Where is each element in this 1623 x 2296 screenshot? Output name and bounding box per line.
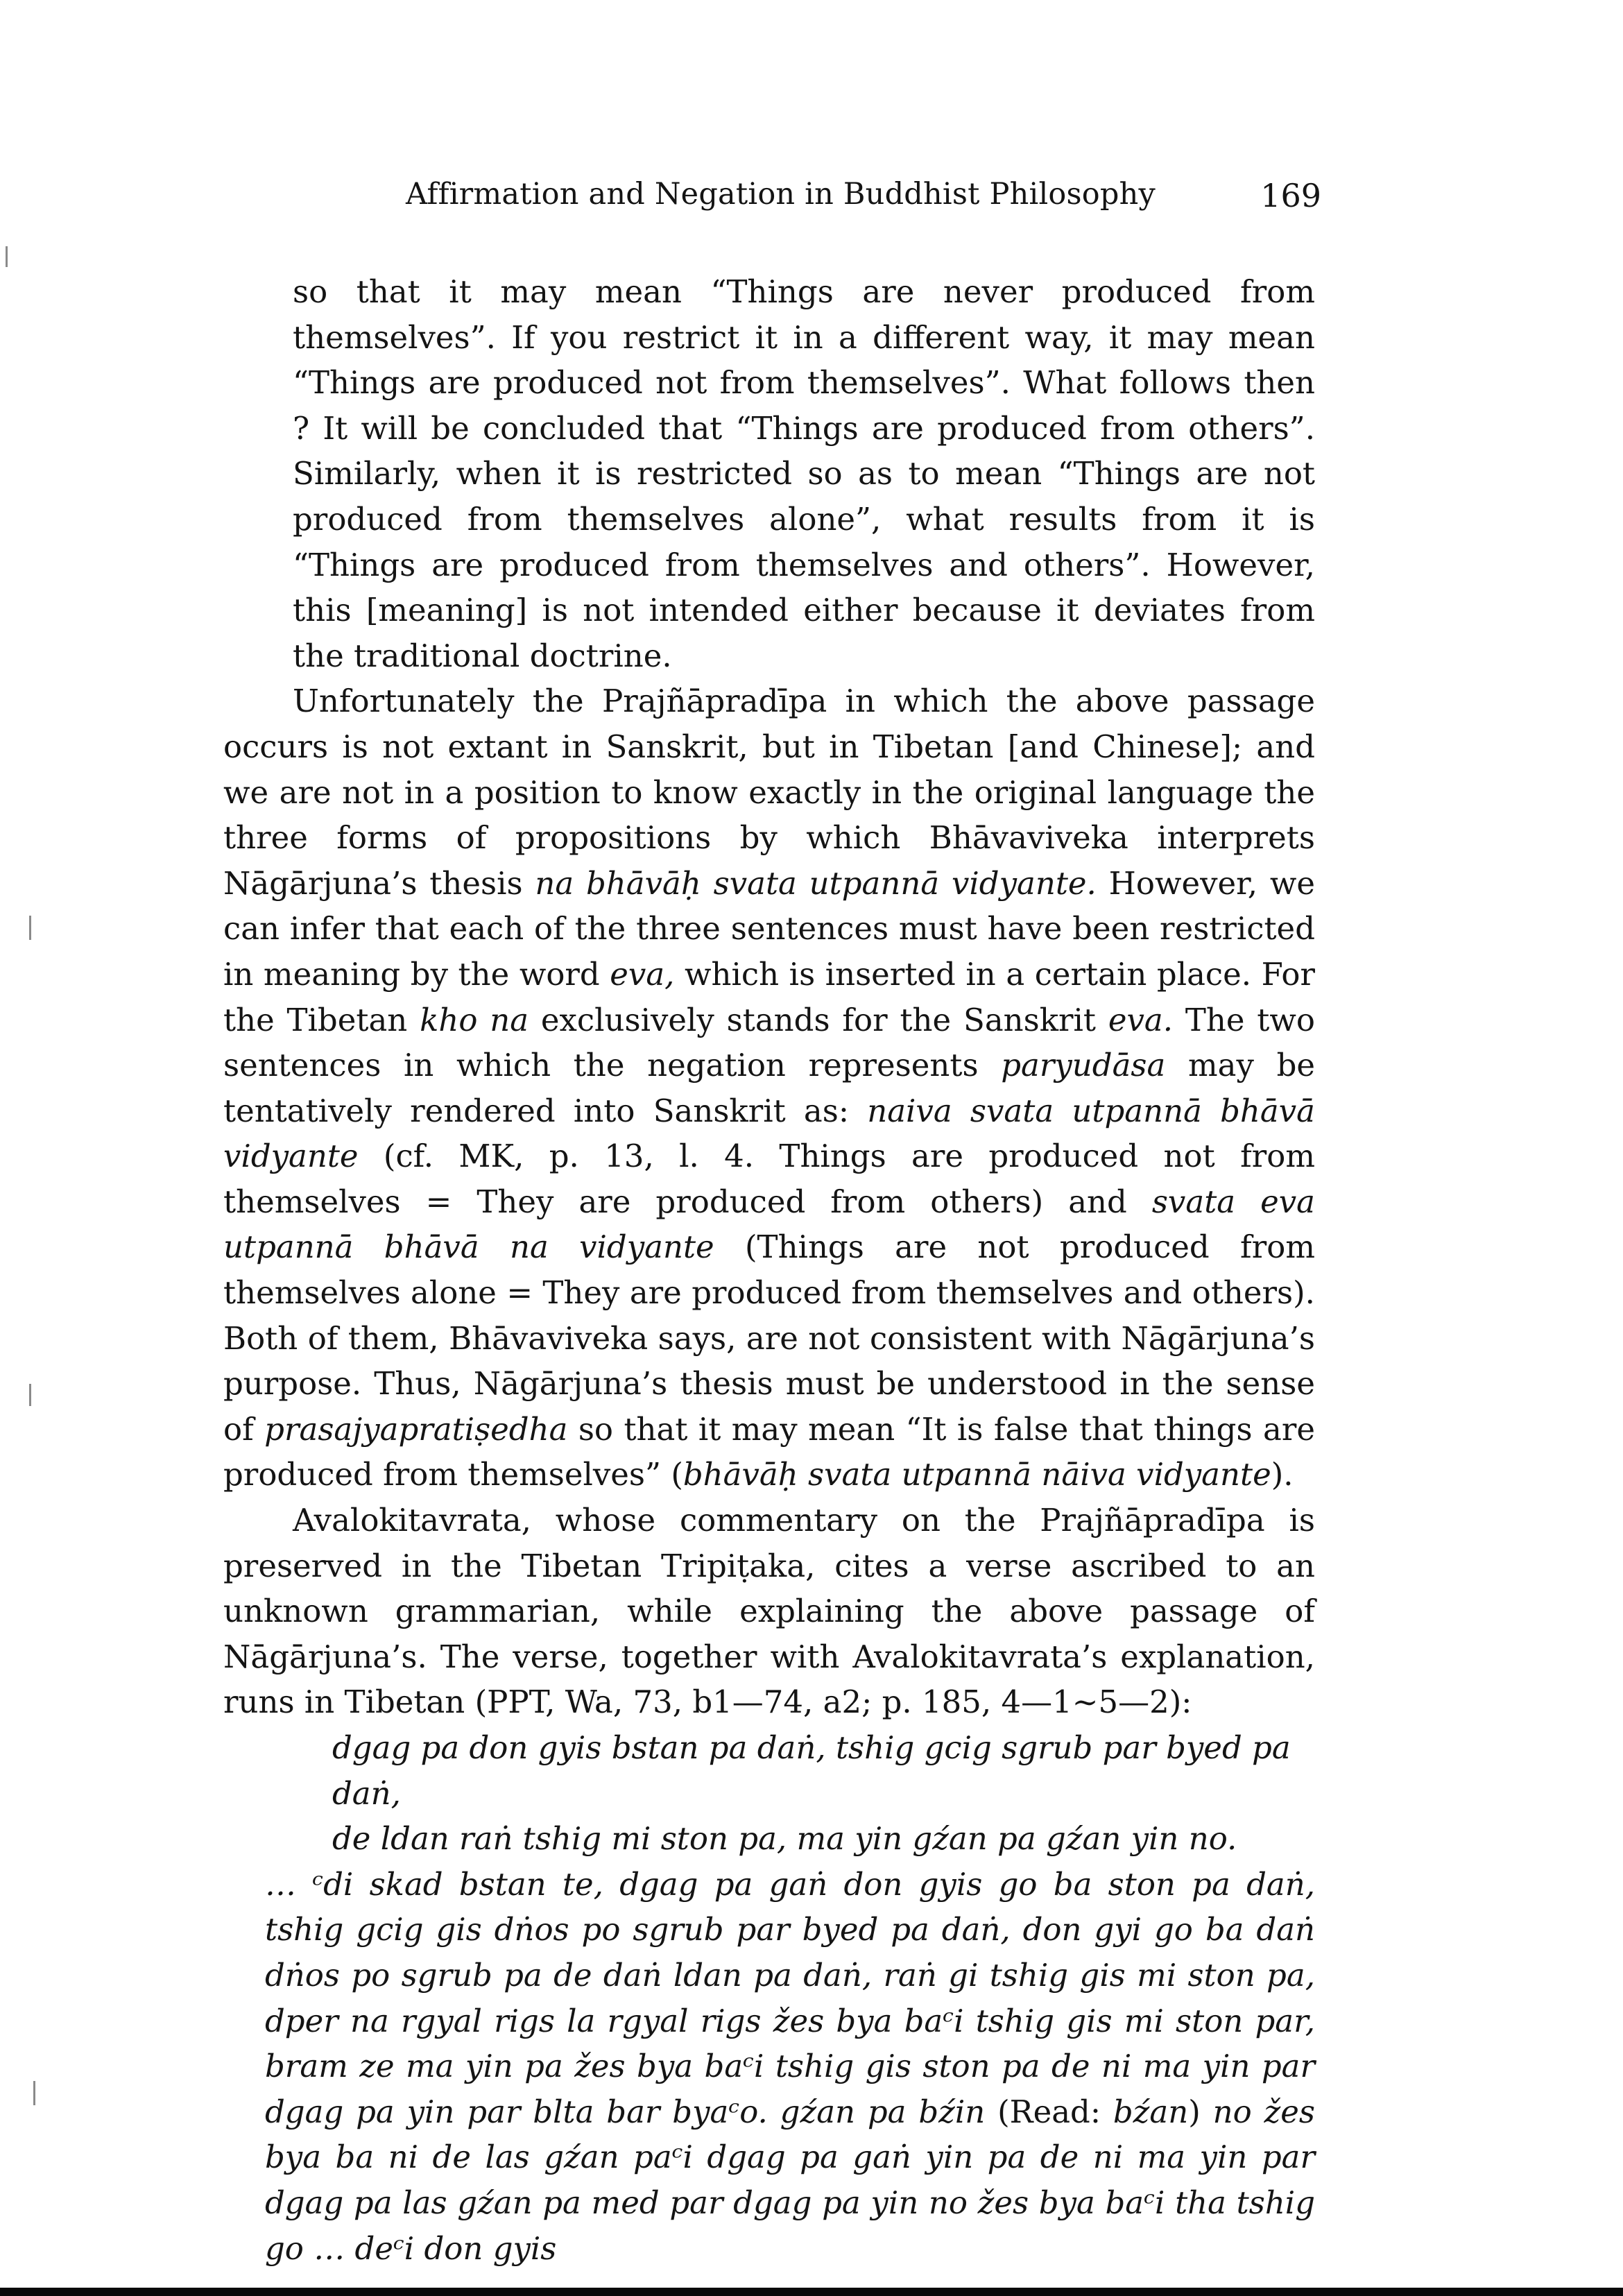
sanskrit-term: na bhāvāḥ svata utpannā vidyante. [535,864,1097,902]
editorial-note: (Read: [997,2093,1113,2130]
sanskrit-term: paryudāsa [1001,1047,1166,1084]
scan-artifact [29,1384,31,1406]
text-run: (Things are not produced from themselves alone = They are produced from themselves and others). Both of them, Bhāvaviveka says, are not consistent with Nāgārjuna’s purpose. Thus, Nāgārjuna’s thesis must be understood in the sense of [223,1228,1315,1448]
tibetan-verse [332,1725,1315,1862]
text-run: (cf. MK, p. 13, l. 4. Things are produced not from themselves = They are produced from others) and [223,1138,1315,1220]
sanskrit-term: naiva svata utpannā bhāvā vidyante [223,1092,1315,1175]
text-run: may be tentatively rendered into Sanskrit as: [223,1047,1316,1129]
main-text [223,269,1315,2271]
text-run: so that it may mean “It is false that things are produced from themselves” ( [223,1410,1315,1493]
text-run: Unfortunately the Prajñāpradīpa in which the above passage occurs is not extant in Sanskrit, but in Tibetan [and Chinese]; and we are not in a position to know exactly in the original language the three forms of propositions by which Bhāvaviveka interprets Nāgārjuna’s thesis [223,683,1315,902]
page-header [406,177,1321,219]
tibetan-term: bźan [1113,2093,1189,2130]
text-run: However, we can infer that each of the three sentences must have been restricted in meaning by the word [223,864,1315,993]
page-number: 169 [1260,177,1321,214]
paragraph-prajnapradipa [223,678,1315,1498]
text-run: which is inserted in a certain place. For the Tibetan [223,955,1315,1038]
text-run: exclusively stands for the Sanskrit [529,1001,1108,1038]
quoted-passage: so that it may mean “Things are never produced from themselves”. If you restrict it in a different way, it may mean “Things are produced not from themselves”. What follows then ? It will be concluded that “Things are produced from others”. Similarly, when it is restricted so as to mean “Things are not produced from themselves alone”, what results from it is “Things are produced from themselves and others”. However, this [meaning] is not intended either because it deviates from the traditional doctrine. [293,273,1315,674]
sanskrit-term: prasajyapratiṣedha [264,1410,568,1448]
text-run: ). [1271,1456,1294,1493]
scan-bottom-edge [0,2288,1623,2296]
scan-artifact [29,916,31,940]
paragraph-avalokitavrata: Avalokitavrata, whose commentary on the Prajñāpradīpa is preserved in the Tibetan Tripiṭaka, cites a verse ascribed to an unknown grammarian, while explaining the above passage of Nāgārjuna’s. The verse, together with Avalokitavrata’s explanation, runs in Tibetan (PPT, Wa, 73, b1—74, a2; p. 185, 4—1∼5—2): [223,1502,1315,1721]
text-run: The two sentences in which the negation represents [223,1001,1315,1084]
tibetan-term: kho na [420,1001,529,1038]
sanskrit-term: eva. [1108,1001,1174,1038]
tibetan-run: … ᶜdi skad bstan te, dgag pa gaṅ don gyis go ba ston pa daṅ, tshig gcig gis dṅos po sgrub par byed pa daṅ, don gyi go ba daṅ dṅos po sgrub pa de daṅ ldan pa daṅ, raṅ gi tshig gis mi ston pa, dper na rgyal rigs la rgyal rigs žes bya baᶜi tshig gis mi ston par, bram ze ma yin pa žes bya baᶜi tshig gis ston pa de ni ma yin par dgag pa yin par blta bar byaᶜo. gźan pa bźin [265,1865,1315,2130]
sanskrit-term: bhāvāḥ svata utpannā nāiva vidyante [682,1456,1271,1493]
running-title: Affirmation and Negation in Buddhist Philosophy [406,177,1156,212]
sanskrit-term: svata eva utpannā bhāvā na vidyante [223,1183,1315,1266]
verse-line: dgag pa don gyis bstan pa daṅ, tshig gcig sgrub par byed pa daṅ, [332,1729,1291,1812]
tibetan-explanation [265,1862,1315,2271]
verse-line: de ldan raṅ tshig mi ston pa, ma yin gźan pa gźan yin no. [332,1820,1237,1858]
tibetan-run: no žes bya ba ni de las gźan paᶜi dgag pa gaṅ yin pa de ni ma yin par dgag pa las gźan pa med par dgag pa yin no žes bya baᶜi tha tshig go … deᶜi don gyis [265,2093,1315,2267]
sanskrit-term: eva, [610,955,675,993]
scan-artifact [6,246,8,267]
scan-artifact [33,2081,35,2105]
editorial-note-close: ) [1188,2093,1201,2130]
